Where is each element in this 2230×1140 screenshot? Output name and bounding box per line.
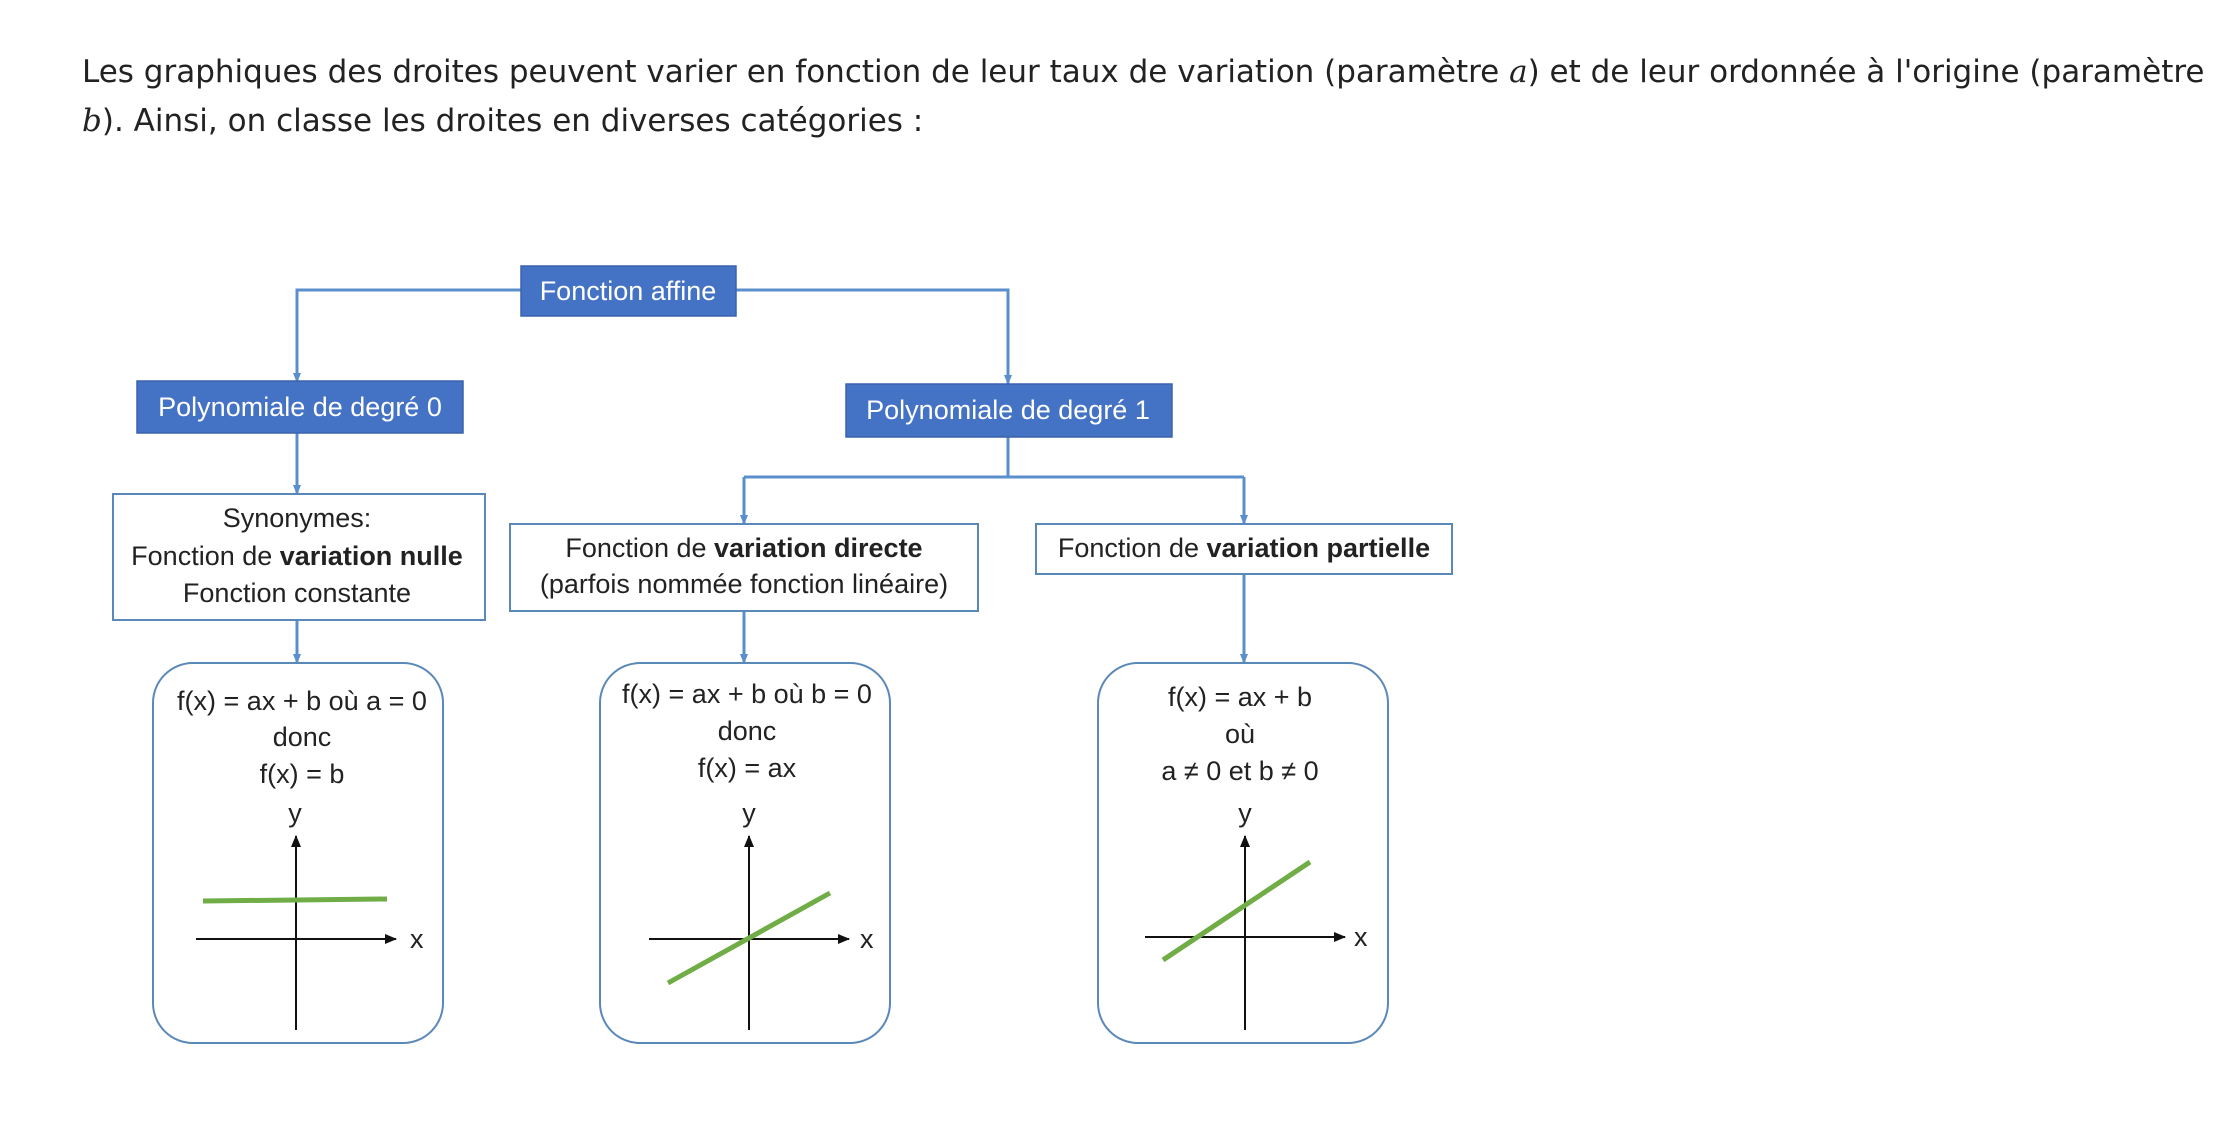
- card0-y-label: y: [288, 798, 302, 828]
- nulle-line-2: [131, 541, 463, 571]
- card1-y-label: y: [742, 798, 756, 828]
- partielle-prefix: Fonction de: [1057, 533, 1207, 563]
- card1-line-2: donc: [717, 716, 777, 746]
- nulle-synonymes-label: Synonymes:: [222, 503, 372, 533]
- partielle-line-1: [1058, 533, 1430, 563]
- card0-line-1: f(x) = ax + b où a = 0: [177, 686, 427, 716]
- node-variation-directe: [510, 524, 978, 611]
- card2-y-label: y: [1238, 798, 1252, 828]
- node-fonction-affine: [521, 266, 736, 316]
- card1-line-1: f(x) = ax + b où b = 0: [622, 679, 872, 709]
- node-polynomiale-degre-0: [137, 381, 463, 433]
- node-variation-partielle: [1036, 524, 1452, 574]
- node-fonction-affine-label: Fonction affine: [539, 276, 717, 306]
- partielle-bold: variation partielle: [1206, 533, 1431, 563]
- directe-prefix: Fonction de: [565, 533, 715, 563]
- intro-text-1: Les graphiques des droites peuvent varier en fonction de leur taux de variation (paramètre: [82, 54, 1510, 90]
- card-constante: [153, 663, 443, 1043]
- card2-x-label: x: [1354, 922, 1368, 952]
- param-b: b: [82, 103, 102, 139]
- card2-line-1: f(x) = ax + b: [1167, 682, 1313, 712]
- intro-text-2: ) et de leur ordonnée à l'origine (paramètre: [1527, 54, 2205, 90]
- connector-root-degree1: [736, 290, 1008, 384]
- node-degre-1-label: Polynomiale de degré 1: [866, 395, 1150, 425]
- directe-bold: variation directe: [714, 533, 923, 563]
- card1-x-label: x: [860, 924, 874, 954]
- card1-line-3: f(x) = ax: [697, 753, 797, 783]
- card0-line-2: donc: [272, 722, 332, 752]
- card0-line-3: f(x) = b: [259, 759, 345, 789]
- directe-line-1: [565, 533, 922, 563]
- intro-text-3: ). Ainsi, on classe les droites en diverses catégories :: [101, 103, 924, 139]
- connector-root-degree0: [297, 290, 521, 382]
- nulle-line-3: Fonction constante: [182, 578, 412, 608]
- card-lineaire: [600, 663, 890, 1043]
- card0-x-label: x: [410, 924, 424, 954]
- node-polynomiale-degre-1: [846, 384, 1172, 437]
- card-partielle: [1098, 663, 1388, 1043]
- nulle-prefix: Fonction de: [131, 541, 280, 571]
- node-variation-nulle: [113, 494, 485, 620]
- card2-line-3: a ≠ 0 et b ≠ 0: [1161, 756, 1319, 786]
- node-degre-0-label: Polynomiale de degré 0: [158, 392, 442, 422]
- nulle-bold: variation nulle: [279, 541, 463, 571]
- param-a: a: [1509, 54, 1528, 90]
- directe-line-2: (parfois nommée fonction linéaire): [539, 569, 949, 599]
- card0-constant-line: [203, 899, 387, 901]
- card2-line-2: où: [1224, 719, 1256, 749]
